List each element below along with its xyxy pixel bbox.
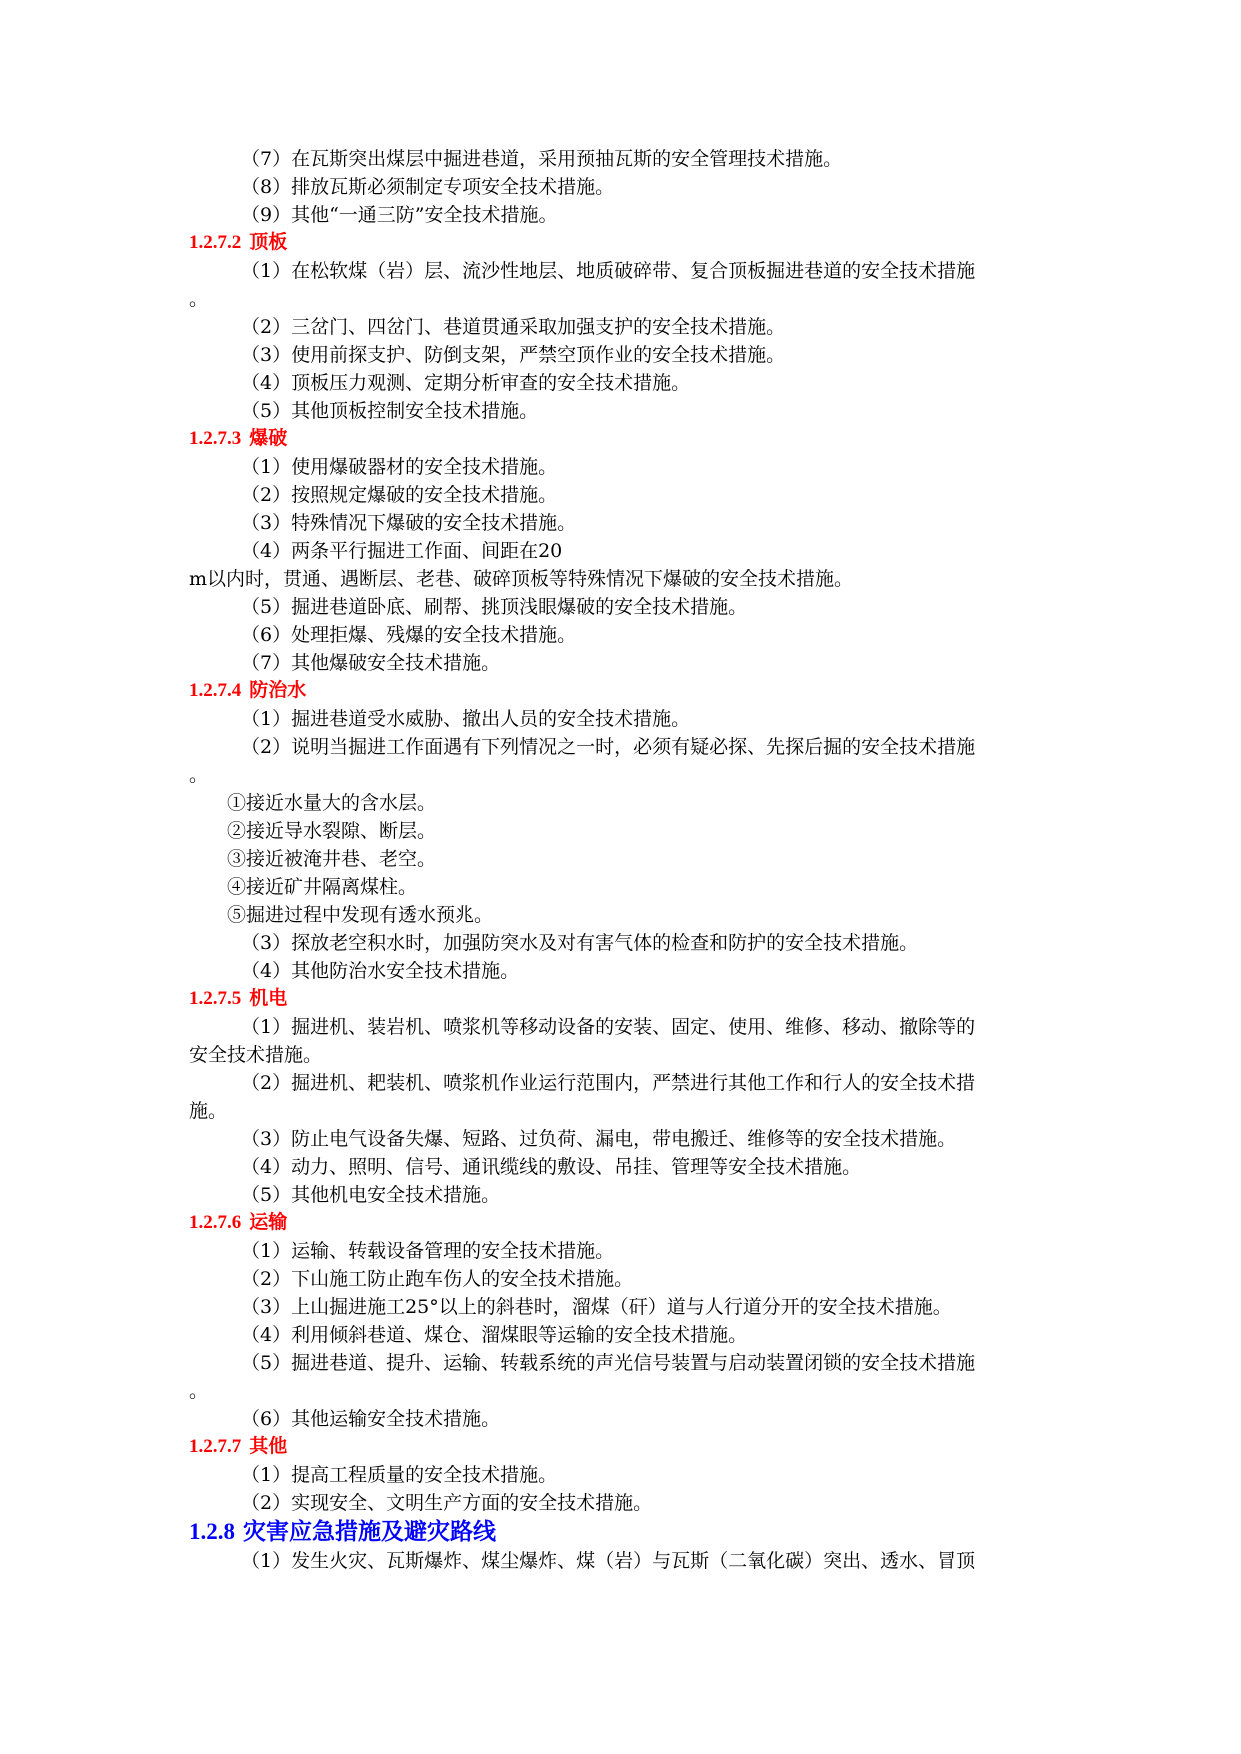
section-number: 1.2.7.7 <box>189 1436 242 1457</box>
paragraph: （5）掘进巷道卧底、刷帮、挑顶浅眼爆破的安全技术措施。 <box>241 596 748 618</box>
paragraph-continuation: m以内时，贯通、遇断层、老巷、破碎顶板等特殊情况下爆破的安全技术措施。 <box>189 568 854 590</box>
section-title: 其他 <box>249 1436 288 1457</box>
section-number: 1.2.7.4 <box>189 680 242 701</box>
section-number: 1.2.7.2 <box>189 232 242 253</box>
paragraph: （3）探放老空积水时，加强防突水及对有害气体的检查和防护的安全技术措施。 <box>241 932 919 954</box>
paragraph-continuation: 。 <box>189 288 209 310</box>
paragraph: （3）上山掘进施工25°以上的斜巷时，溜煤（矸）道与人行道分开的安全技术措施。 <box>241 1296 952 1318</box>
section-heading-other <box>189 1433 1049 1461</box>
list-item: ④接近矿井隔离煤柱。 <box>227 876 418 898</box>
paragraph: （5）其他顶板控制安全技术措施。 <box>241 400 539 422</box>
section-title: 防治水 <box>249 680 307 701</box>
paragraph-continuation: 安全技术措施。 <box>189 1044 323 1066</box>
paragraph: （1）掘进机、装岩机、喷浆机等移动设备的安装、固定、使用、维修、移动、撤除等的 <box>241 1016 976 1038</box>
section-title: 顶板 <box>249 232 288 253</box>
paragraph: （1）运输、转载设备管理的安全技术措施。 <box>241 1240 615 1262</box>
section-title: 机电 <box>249 988 288 1009</box>
paragraph-continuation: 。 <box>189 1380 209 1402</box>
paragraph: （1）提高工程质量的安全技术措施。 <box>241 1464 558 1486</box>
list-item: ⑤掘进过程中发现有透水预兆。 <box>227 904 494 926</box>
section-number: 1.2.7.3 <box>189 428 242 449</box>
section-heading-electro <box>189 985 1049 1013</box>
section-number: 1.2.7.6 <box>189 1212 242 1233</box>
list-item: ②接近导水裂隙、断层。 <box>227 820 437 842</box>
section-heading-water <box>189 677 1049 705</box>
section-title: 运输 <box>249 1212 288 1233</box>
paragraph: （7）其他爆破安全技术措施。 <box>241 652 501 674</box>
paragraph-continuation: 。 <box>189 764 209 786</box>
section-heading-roof <box>189 229 1049 257</box>
paragraph: （3）使用前探支护、防倒支架，严禁空顶作业的安全技术措施。 <box>241 344 786 366</box>
paragraph: （4）两条平行掘进工作面、间距在20 <box>241 540 563 562</box>
paragraph: （1）使用爆破器材的安全技术措施。 <box>241 456 558 478</box>
section-heading-transport <box>189 1209 1049 1237</box>
paragraph: （3）特殊情况下爆破的安全技术措施。 <box>241 512 577 534</box>
paragraph: （4）动力、照明、信号、通讯缆线的敷设、吊挂、管理等安全技术措施。 <box>241 1156 862 1178</box>
paragraph: （2）三岔门、四岔门、巷道贯通采取加强支护的安全技术措施。 <box>241 316 786 338</box>
paragraph: （4）顶板压力观测、定期分析审查的安全技术措施。 <box>241 372 691 394</box>
list-item: ①接近水量大的含水层。 <box>227 792 437 814</box>
section-title: 灾害应急措施及避灾路线 <box>243 1519 496 1544</box>
paragraph: （2）下山施工防止跑车伤人的安全技术措施。 <box>241 1268 634 1290</box>
paragraph: （5）其他机电安全技术措施。 <box>241 1184 501 1206</box>
paragraph: （4）其他防治水安全技术措施。 <box>241 960 520 982</box>
section-heading-emergency <box>189 1517 1049 1547</box>
paragraph: （1）掘进巷道受水威胁、撤出人员的安全技术措施。 <box>241 708 691 730</box>
paragraph: （4）利用倾斜巷道、煤仓、溜煤眼等运输的安全技术措施。 <box>241 1324 748 1346</box>
section-heading-blasting <box>189 425 1049 453</box>
paragraph: （1）发生火灾、瓦斯爆炸、煤尘爆炸、煤（岩）与瓦斯（二氧化碳）突出、透水、冒顶 <box>241 1550 976 1572</box>
paragraph: （9）其他“一通三防”安全技术措施。 <box>241 204 558 226</box>
paragraph: （2）按照规定爆破的安全技术措施。 <box>241 484 558 506</box>
document-body <box>189 145 1049 1575</box>
section-title: 爆破 <box>249 428 288 449</box>
paragraph: （7）在瓦斯突出煤层中掘进巷道，采用预抽瓦斯的安全管理技术措施。 <box>241 148 843 170</box>
paragraph: （2）说明当掘进工作面遇有下列情况之一时，必须有疑必探、先探后掘的安全技术措施 <box>241 736 976 758</box>
section-number: 1.2.7.5 <box>189 988 242 1009</box>
paragraph: （5）掘进巷道、提升、运输、转载系统的声光信号装置与启动装置闭锁的安全技术措施 <box>241 1352 976 1374</box>
paragraph: （3）防止电气设备失爆、短路、过负荷、漏电，带电搬迁、维修等的安全技术措施。 <box>241 1128 957 1150</box>
list-item: ③接近被淹井巷、老空。 <box>227 848 437 870</box>
paragraph: （2）实现安全、文明生产方面的安全技术措施。 <box>241 1492 653 1514</box>
section-number: 1.2.8 <box>189 1519 235 1544</box>
paragraph: （6）其他运输安全技术措施。 <box>241 1408 501 1430</box>
paragraph-continuation: 施。 <box>189 1100 228 1122</box>
paragraph: （8）排放瓦斯必须制定专项安全技术措施。 <box>241 176 615 198</box>
paragraph: （6）处理拒爆、残爆的安全技术措施。 <box>241 624 577 646</box>
paragraph: （2）掘进机、耙装机、喷浆机作业运行范围内，严禁进行其他工作和行人的安全技术措 <box>241 1072 976 1094</box>
paragraph: （1）在松软煤（岩）层、流沙性地层、地质破碎带、复合顶板掘进巷道的安全技术措施 <box>241 260 976 282</box>
